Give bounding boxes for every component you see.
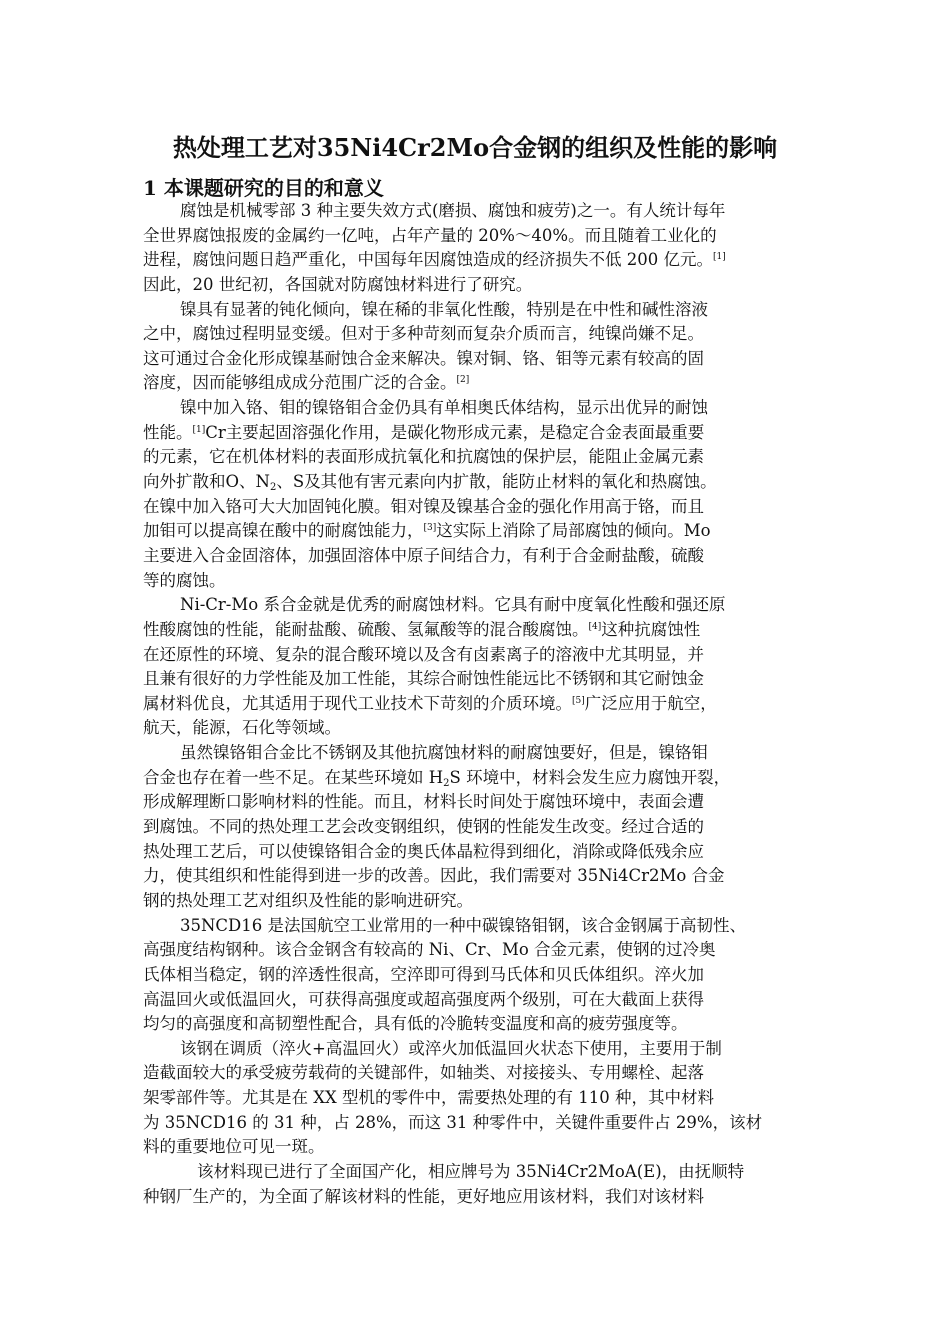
text-line: 该材料现已进行了全面国产化，相应牌号为 35Ni4Cr2MoA(E)，由抚顺特 <box>197 1161 745 1181</box>
text-line: 均匀的高强度和高韧塑性配合，具有低的冷脆转变温度和高的疲劳强度等。 <box>143 1014 688 1034</box>
text-line: 种钢厂生产的，为全面了解该材料的性能，更好地应用该材料，我们对该材料 <box>143 1186 704 1206</box>
text-line: 力，使其组织和性能得到进一步的改善。因此，我们需要对 35Ni4Cr2Mo 合金 <box>143 866 725 886</box>
text-line: 进程，腐蚀问题日趋严重化，中国每年因腐蚀造成的经济损失不低 200 亿元。[1] <box>143 250 726 270</box>
text-line: 在镍中加入铬可大大加固钝化膜。钼对镍及镍基合金的强化作用高于铬，而且 <box>143 496 704 516</box>
text-line: 在还原性的环境、复杂的混合酸环境以及含有卤素离子的溶液中尤其明显，并 <box>143 644 704 664</box>
text-line: 高温回火或低温回火，可获得高强度或超高强度两个级别，可在大截面上获得 <box>143 989 704 1009</box>
text-line: 造截面较大的承受疲劳载荷的关键部件，如轴类、对接接头、专用螺栓、起落 <box>143 1063 704 1083</box>
document-title: 热处理工艺对35Ni4Cr2Mo合金钢的组织及性能的影响 <box>172 133 778 162</box>
citation-ref: [2] <box>456 375 470 386</box>
text-line: 虽然镍铬钼合金比不锈钢及其他抗腐蚀材料的耐腐蚀要好，但是，镍铬钼 <box>180 743 708 763</box>
subscript: 2 <box>269 482 277 494</box>
text-line: 热处理工艺后，可以使镍铬钼合金的奥氏体晶粒得到细化，消除或降低残余应 <box>143 841 704 861</box>
citation-ref: [1] <box>712 252 726 263</box>
text-line: 性酸腐蚀的性能，能耐盐酸、硫酸、氢氟酸等的混合酸腐蚀。[4]这种抗腐蚀性 <box>143 619 701 639</box>
text-line: 镍具有显著的钝化倾向，镍在稀的非氧化性酸，特别是在中性和碱性溶液 <box>180 299 708 319</box>
subscript: 2 <box>443 777 450 789</box>
text-line: 属材料优良，尤其适用于现代工业技术下苛刻的介质环境。[5]广泛应用于航空， <box>143 693 717 713</box>
citation-ref: [3] <box>423 523 437 534</box>
text-line: 为 35NCD16 的 31 种，占 28%，而这 31 种零件中，关键件重要件占 29%，该材 <box>143 1112 763 1132</box>
text-line: 加钼可以提高镍在酸中的耐腐蚀能力，[3]这实际上消除了局部腐蚀的倾向。Mo <box>143 521 711 541</box>
citation-ref: [4] <box>588 621 602 632</box>
text-line: 之中，腐蚀过程明显变缓。但对于多种苛刻而复杂介质而言，纯镍尚嫌不足。 <box>143 324 704 344</box>
text-line: 全世界腐蚀报废的金属约一亿吨，占年产量的 20%～40%。而且随着工业化的 <box>143 225 717 245</box>
text-line: 的元素，它在机体材料的表面形成抗氧化和抗腐蚀的保护层，能阻止金属元素 <box>143 447 704 467</box>
text-line: 因此，20 世纪初，各国就对防腐蚀材料进行了研究。 <box>143 274 533 294</box>
citation-ref: [1] <box>192 424 206 435</box>
text-line: 主要进入合金固溶体，加强固溶体中原子间结合力，有利于合金耐盐酸，硫酸 <box>143 545 704 565</box>
text-line: 氏体相当稳定，钢的淬透性很高，空淬即可得到马氏体和贝氏体组织。淬火加 <box>143 964 704 984</box>
text-line: 这可通过合金化形成镍基耐蚀合金来解决。镍对铜、铬、钼等元素有较高的固 <box>143 348 704 368</box>
text-line: 合金也存在着一些不足。在某些环境如 $H_2S$ 环境中，材料会发生应力腐蚀开裂， <box>143 767 731 789</box>
text-line: 溶度，因而能够组成成分范围广泛的合金。[2] <box>143 373 470 393</box>
text-line: Ni-Cr-Mo 系合金就是优秀的耐腐蚀材料。它具有耐中度氧化性酸和强还原 <box>180 595 726 615</box>
text-line: 等的腐蚀。 <box>143 570 226 590</box>
text-line: 该钢在调质（淬火+高温回火）或淬火加低温回火状态下使用，主要用于制 <box>180 1038 722 1058</box>
text-line: 腐蚀是机械零部 3 种主要失效方式(磨损、腐蚀和疲劳)之一。有人统计每年 <box>180 201 726 220</box>
body-text <box>143 199 823 1209</box>
text-line: 高强度结构钢种。该合金钢含有较高的 Ni、Cr、Mo 合金元素，使钢的过冷奥 <box>143 940 716 960</box>
citation-ref: [5] <box>572 695 585 706</box>
text-line: 料的重要地位可见一斑。 <box>143 1137 325 1157</box>
text-line: 架零部件等。尤其是在 XX 型机的零件中，需要热处理的有 110 种，其中材料 <box>143 1088 714 1108</box>
section-heading: 1 本课题研究的目的和意义 <box>143 176 384 200</box>
text-line: 航天，能源，石化等领域。 <box>143 718 341 738</box>
text-line: 向外扩散和O、$N_2$、S及其他有害元素向内扩散，能防止材料的氧化和热腐蚀。 <box>143 472 717 494</box>
text-line: 35NCD16 是法国航空工业常用的一种中碳镍铬钼钢，该合金钢属于高韧性、 <box>180 915 747 935</box>
text-line: 镍中加入铬、钼的镍铬钼合金仍具有单相奥氏体结构，显示出优异的耐蚀 <box>180 398 708 418</box>
text-line: 到腐蚀。不同的热处理工艺会改变钢组织，使钢的性能发生改变。经过合适的 <box>143 817 704 837</box>
text-line: 性能。[1]Cr主要起固溶强化作用，是碳化物形成元素，是稳定合金表面最重要 <box>143 422 705 442</box>
text-line: 且兼有很好的力学性能及加工性能，其综合耐蚀性能远比不锈钢和其它耐蚀金 <box>143 669 704 689</box>
text-line: 钢的热处理工艺对组织及性能的影响进研究。 <box>143 890 473 910</box>
text-line: 形成解理断口影响材料的性能。而且，材料长时间处于腐蚀环境中，表面会遭 <box>143 792 704 812</box>
